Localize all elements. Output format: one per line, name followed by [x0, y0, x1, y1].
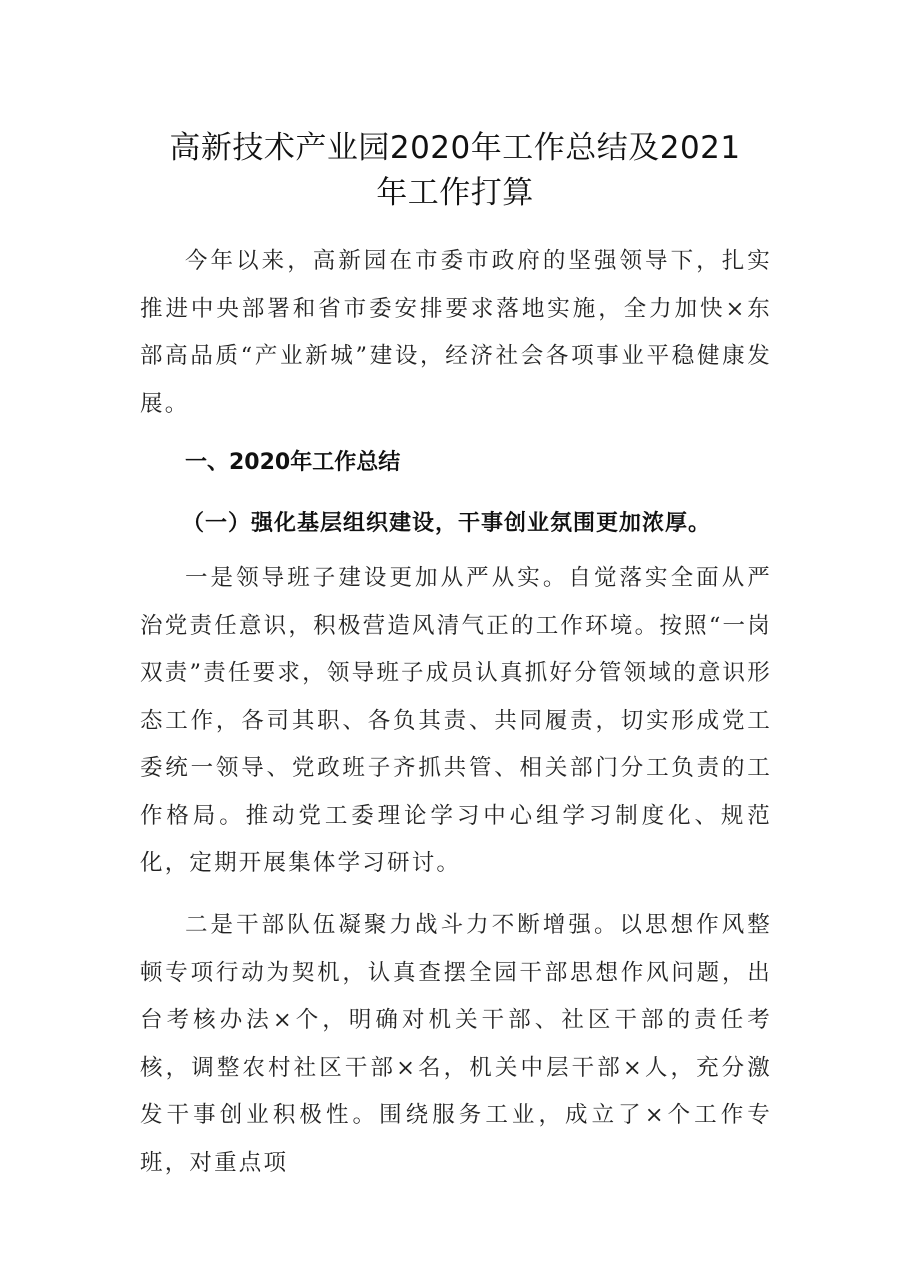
intro-paragraph: 今年以来，高新园在市委市政府的坚强领导下，扎实推进中央部署和省市委安排要求落地实施，全力加快×东部高品质“产业新城”建设，经济社会各项事业平稳健康发展。: [140, 248, 772, 417]
title-line-2: 年工作打算: [376, 175, 534, 211]
subsection-heading: （一）强化基层组织建设，干事创业氛围更加浓厚。: [182, 510, 712, 536]
body-paragraph-1: 一是领导班子建设更加从严从实。自觉落实全面从严治党责任意识，积极营造风清气正的工作环境。按照“一岗双责”责任要求，领导班子成员认真抓好分管领域的意识形态工作，各司其职、各负其责、共同履责，切实形成党工委统一领导、党政班子齐抓共管、相关部门分工负责的工作格局。推动党工委理论学习中心组学习制度化、规范化，定期开展集体学习研讨。: [140, 565, 772, 876]
section-heading: 一、2020年工作总结: [185, 450, 401, 475]
body-paragraph-2: 二是干部队伍凝聚力战斗力不断增强。以思想作风整顿专项行动为契机，认真查摆全园干部思想作风问题，出台考核办法×个，明确对机关干部、社区干部的责任考核，调整农村社区干部×名，机关中层干部×人，充分激发干事创业积极性。围绕服务工业，成立了×个工作专班，对重点项: [140, 912, 772, 1176]
document-title: [140, 126, 770, 216]
title-line-1: 高新技术产业园2020年工作总结及2021: [169, 130, 741, 166]
